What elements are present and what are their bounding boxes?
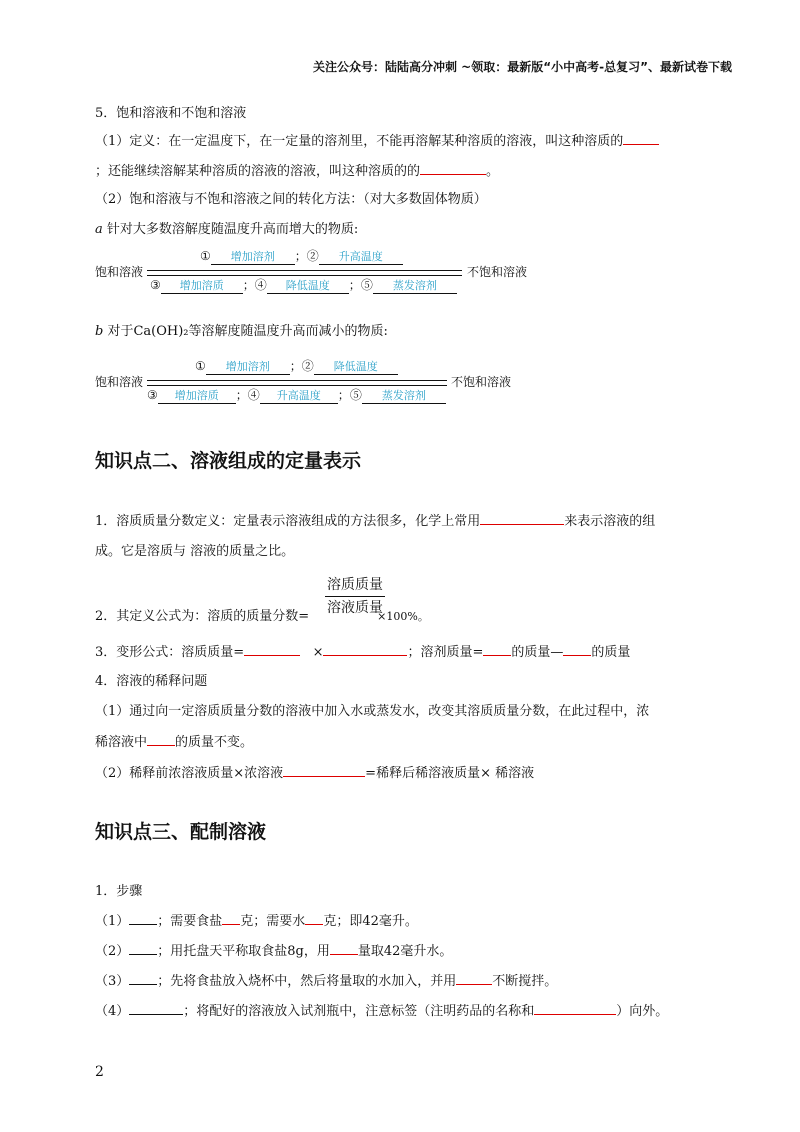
text-line: 1．溶质质量分数定义：定量表示溶液组成的方法很多，化学上常用 来表示溶液的组: [95, 514, 656, 529]
text-line: 稀溶液中 的质量不变。: [95, 735, 254, 750]
text-line: （2）饱和溶液与不饱和溶液之间的转化方法：（对大多数固体物质）: [95, 192, 487, 207]
step-line: （2） ；用托盘天平称取食盐8g，用 量取42毫升水。: [95, 944, 453, 959]
text-line: 4．溶液的稀释问题: [95, 674, 208, 689]
text-line: b 对于Ca(OH)₂等溶解度随温度升高而减小的物质:: [95, 324, 388, 339]
formula-fraction: 溶质质量 溶液质量: [325, 574, 385, 617]
text-line: 1．步骤: [95, 884, 143, 899]
page-number: 2: [95, 1064, 104, 1080]
text-line: （1）通过向一定溶质质量分数的溶液中加入水或蒸发水，改变其溶质质量分数，在此过程中，浓: [95, 704, 650, 719]
text-line: a 针对大多数溶解度随温度升高而增大的物质:: [95, 222, 359, 237]
conversion-diagram-b: ① 增加溶剂 ；② 降低温度 饱和溶液 不饱和溶液 ③ 增加溶质 ；④ 升高温度 ；⑤ 蒸发溶剂: [95, 359, 512, 402]
step-line: （4） ；将配好的溶液放入试剂瓶中，注意标签（注明药品的名称和 ）向外。: [95, 1004, 669, 1019]
text-line: （2）稀释前浓溶液质量×浓溶液 =稀释后稀溶液质量× 稀溶液: [95, 766, 535, 781]
step-line: （3） ；先将食盐放入烧杯中，然后将量取的水加入，并用 不断搅拌。: [95, 974, 558, 989]
conversion-diagram-a: ① 增加溶剂 ；② 升高温度 饱和溶液 不饱和溶液 ③ 增加溶质 ；④ 降低温度 ；⑤ 蒸发溶剂: [95, 249, 528, 292]
heading: 知识点二、溶液组成的定量表示: [95, 450, 362, 472]
definition-line: （1）定义：在一定温度下，在一定量的溶剂里，不能再溶解某种溶质的溶液，叫这种溶质的: [95, 130, 659, 149]
step-line: （1） ；需要食盐 克；需要水 克；即42毫升。: [95, 914, 418, 929]
formula-line: 2．其定义公式为：溶质的质量分数= ×100%。: [95, 609, 429, 624]
heading: 知识点三、配制溶液: [95, 821, 267, 843]
text-line: 成。它是溶质与 溶液的质量之比。: [95, 544, 295, 559]
section-title: 5．饱和溶液和不饱和溶液: [95, 106, 247, 121]
header-note: 关注公众号：陆陆高分冲刺 ~领取：最新版“小中高考-总复习”、最新试卷下载: [313, 60, 732, 74]
definition-line: ；还能继续溶解某种溶质的溶液的溶液，叫这种溶质的的 。: [95, 164, 500, 179]
text-line: 3．变形公式：溶质质量= × ；溶剂质量= 的质量— 的质量: [95, 645, 631, 660]
